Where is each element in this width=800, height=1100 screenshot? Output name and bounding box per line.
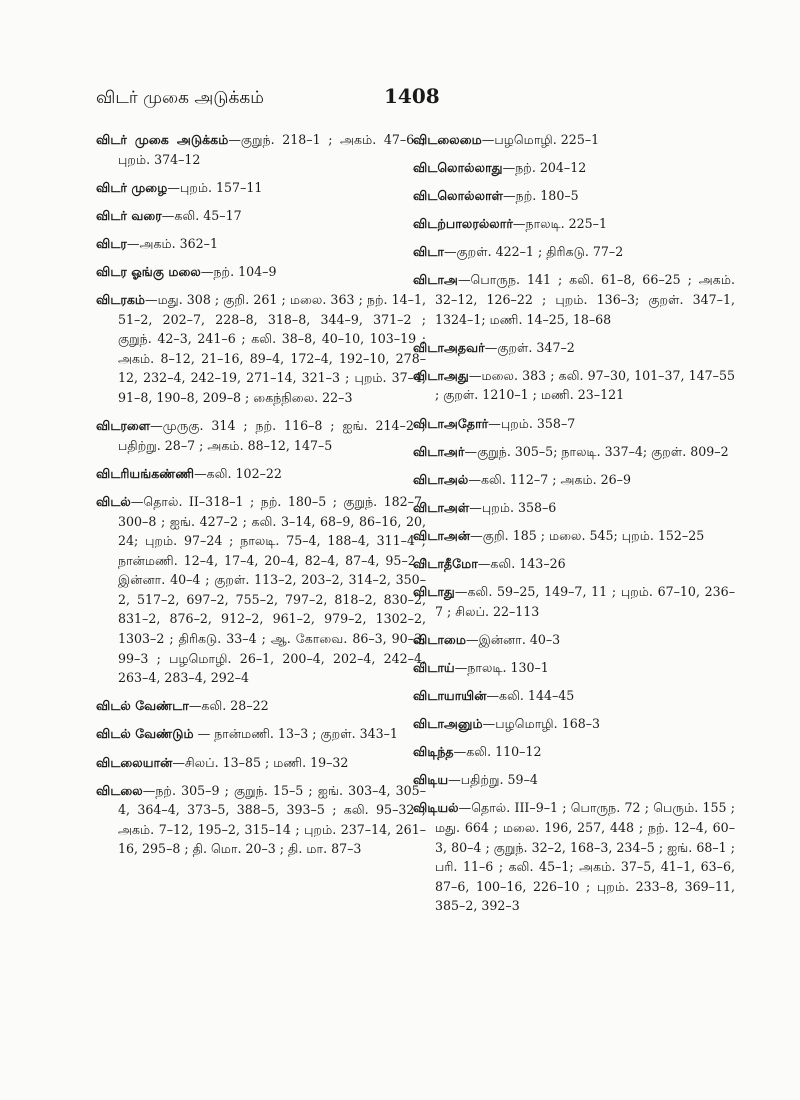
entry-headword: விடாஅதவர் (413, 339, 485, 355)
entry-headword: விடிய (413, 772, 449, 788)
entry-references: —தொல். III–9–1 ; பொருந. 72 ; பெரும். 155 ; மது. 664 ; மலை. 196, 257, 448 ; நற். 12–4, 60–3, 80–4 ; குறுந். 32–2, 168–3, 234–5 ; ஐங். 68–1 ; பரி. 11–6 ; கலி. 45–1; அகம். 37–5, 41–1, 63–6, 87–6, 100–16, 226–10 ; புறம். 233–8, 369–11, 385–2, 392–3 (435, 800, 735, 914)
index-entry (413, 630, 735, 650)
index-entry (96, 492, 426, 688)
entry-references: —நாலடி. 225–1 (512, 216, 607, 232)
entry-headword: விடல் வேண்டா (96, 698, 189, 714)
entry-references: —நற். 204–12 (502, 160, 587, 176)
index-entry (413, 498, 735, 518)
entry-references: —குறுந். 305–5; நாலடி. 337–4; குறள். 809–2 (464, 443, 729, 459)
entry-headword: விடர் முழை (96, 179, 168, 195)
entry-headword: விடரகம் (96, 292, 146, 308)
index-entry (413, 582, 735, 621)
entry-references: —நற். 180–5 (503, 188, 579, 204)
left-column (96, 130, 426, 868)
entry-references: —குறி. 185 ; மலை. 545; புறம். 152–25 (470, 527, 705, 543)
entry-headword: விடாஅ (413, 272, 458, 288)
entry-headword: விடர் முகை அடுக்கம் (96, 132, 229, 147)
entry-references: —குறுந். 218–1 ; அகம். 47–6 ; புறம். 374–12 (118, 132, 426, 167)
entry-headword: விடர (96, 235, 127, 251)
entry-references: —புறம். 358–6 (469, 499, 557, 515)
entry-headword: விடியல் (413, 800, 459, 816)
index-entry (96, 130, 426, 169)
index-entry (96, 724, 426, 744)
page-number: 1408 (384, 84, 440, 108)
index-entry (96, 206, 426, 226)
entry-references: —புறம். 157–11 (167, 179, 263, 195)
entry-headword: விடலைமை (413, 132, 482, 147)
index-entry (413, 686, 735, 706)
index-entry (413, 186, 735, 206)
entry-headword: விடாஅன் (413, 527, 471, 543)
index-entry (413, 742, 735, 762)
entry-headword: விடாஅது (413, 367, 469, 383)
index-entry (413, 798, 735, 916)
index-entry (96, 781, 426, 859)
entry-references: —கலி. 112–7 ; அகம். 26–9 (468, 471, 631, 487)
index-entry (96, 696, 426, 716)
entry-references: —பழமொழி. 225–1 (481, 132, 600, 147)
index-entry (96, 416, 426, 455)
index-entry (413, 366, 735, 405)
entry-references: —பதிற்று. 59–4 (448, 772, 538, 788)
right-column (413, 130, 735, 924)
entry-references: —கலி. 45–17 (161, 207, 242, 223)
index-entry (413, 470, 735, 490)
entry-references: —கலி. 143–26 (477, 556, 566, 571)
entry-headword: விடல் (96, 493, 131, 509)
index-entry (413, 270, 735, 329)
index-entry (413, 526, 735, 546)
entry-headword: விடாதீமோ (413, 556, 478, 571)
index-entry (96, 753, 426, 773)
entry-headword: விடாஅனும் (413, 716, 483, 732)
entry-references: —பொருந. 141 ; கலி. 61–8, 66–25 ; அகம். 32–12, 126–22 ; புறம். 136–3; குறள். 347–1, 1324–1; மணி. 14–25, 18–68 (435, 272, 735, 327)
entry-references: —குறள். 347–2 (484, 339, 575, 355)
entry-headword: விடலொல்லாது (413, 160, 503, 176)
entry-headword: விடலொல்லாள் (413, 188, 504, 204)
entry-references: —கலி. 144–45 (486, 687, 575, 703)
entry-headword: விடலை (96, 782, 143, 798)
entry-references: —கலி. 28–22 (188, 698, 269, 714)
entry-headword: விடாய் (413, 659, 455, 675)
entry-references: —இன்னா. 40–3 (465, 631, 561, 647)
index-entry (413, 158, 735, 178)
entry-references: —கலி. 59–25, 149–7, 11 ; புறம். 67–10, 236–7 ; சிலப். 22–113 (435, 584, 735, 619)
entry-references: —சிலப். 13–85 ; மணி. 19–32 (172, 754, 349, 770)
entry-headword: விடற்பாலரல்லார் (413, 216, 513, 232)
index-entry (413, 442, 735, 462)
entry-references: —முருகு. 314 ; நற். 116–8 ; ஐங். 214–2 ; பதிற்று. 28–7 ; அகம். 88–12, 147–5 (118, 418, 426, 453)
running-head: விடர் முகை அடுக்கம் (96, 88, 264, 108)
entry-references: —மலை. 383 ; கலி. 97–30, 101–37, 147–55 ; குறள். 1210–1 ; மணி. 23–121 (435, 367, 735, 403)
entry-references: —பழமொழி. 168–3 (482, 716, 601, 732)
index-entry (96, 290, 426, 408)
entry-references: — நான்மணி. 13–3 ; குறள். 343–1 (193, 726, 398, 742)
entry-headword: விடல் வேண்டும் (96, 726, 194, 742)
entry-headword: விடிந்த (413, 744, 454, 760)
index-entry (96, 234, 426, 254)
entry-references: —தொல். II–318–1 ; நற். 180–5 ; குறுந். 182–7, 300–8 ; ஐங். 427–2 ; கலி. 3–14, 68–9, 86–16, 20, 24; புறம். 97–24 ; நாலடி. 75–4, 188–4, 311–4 ; நான்மணி. 12–4, 17–4, 20–4, 82–4, 87–4, 95–2 ; இன்னா. 40–4 ; குறள். 113–2, 203–2, 314–2, 350–2, 517–2, 697–2, 755–2, 797–2, 818–2, 830–2, 831–2, 876–2, 912–2, 961–2, 979–2, 1302–2, 1303–2 ; திரிகடு. 33–4 ; ஆ. கோவை. 86–3, 90–3, 99–3 ; பழமொழி. 26–1, 200–4, 202–4, 242–4, 263–4, 283–4, 292–4 (118, 493, 426, 686)
index-entry (413, 554, 735, 574)
entry-headword: விடா (413, 244, 444, 260)
entry-headword: விடலையான் (96, 754, 173, 770)
entry-headword: விடர ஓங்கு மலை (96, 263, 201, 279)
index-entry (413, 658, 735, 678)
entry-references: —நாலடி. 130–1 (454, 659, 549, 675)
entry-headword: விடரியங்கண்ணி (96, 465, 195, 481)
entry-references: —அகம். 362–1 (126, 235, 218, 251)
index-entry (413, 414, 735, 434)
index-entry (413, 770, 735, 790)
entry-references: —நற். 104–9 (200, 263, 277, 279)
index-entry (96, 464, 426, 484)
entry-headword: விடாஅள் (413, 499, 470, 515)
entry-references: —நற். 305–9 ; குறுந். 15–5 ; ஐங். 303–4, 305–4, 364–4, 373–5, 388–5, 393–5 ; கலி. 95–32 ; அகம். 7–12, 195–2, 315–14 ; புறம். 237–14, 261–16, 295–8 ; தி. மொ. 20–3 ; தி. மா. 87–3 (118, 782, 426, 857)
entry-references: —குறள். 422–1 ; திரிகடு. 77–2 (443, 244, 624, 260)
index-entry (96, 262, 426, 282)
entry-headword: விடரளை (96, 418, 151, 434)
entry-references: —கலி. 102–22 (194, 465, 282, 481)
entry-headword: விடாமை (413, 631, 466, 647)
entry-headword: விடர் வரை (96, 207, 162, 223)
index-entry (96, 178, 426, 198)
entry-references: —மது. 308 ; குறி. 261 ; மலை. 363 ; நற். 14–1, 51–2, 202–7, 228–8, 318–8, 344–9, 371–2 ; குறுந். 42–3, 241–6 ; கலி. 38–8, 40–10, 103–19 ; அகம். 8–12, 21–16, 89–4, 172–4, 192–10, 278–12, 232–4, 242–19, 271–14, 321–3 ; புறம். 37–4, 91–8, 190–8, 209–8 ; கைந்நிலை. 22–3 (118, 292, 426, 406)
index-entry (413, 130, 735, 150)
entry-headword: விடாஅர் (413, 443, 465, 459)
entry-references: —புறம். 358–7 (488, 415, 576, 431)
index-entry (413, 214, 735, 234)
index-entry (413, 338, 735, 358)
index-entry (413, 714, 735, 734)
index-entry (413, 242, 735, 262)
entry-headword: விடாது (413, 584, 455, 600)
entry-references: —கலி. 110–12 (453, 744, 542, 760)
entry-headword: விடாஅதோர் (413, 415, 489, 431)
entry-headword: விடாஅல் (413, 471, 469, 487)
entry-headword: விடாயாயின் (413, 687, 487, 703)
